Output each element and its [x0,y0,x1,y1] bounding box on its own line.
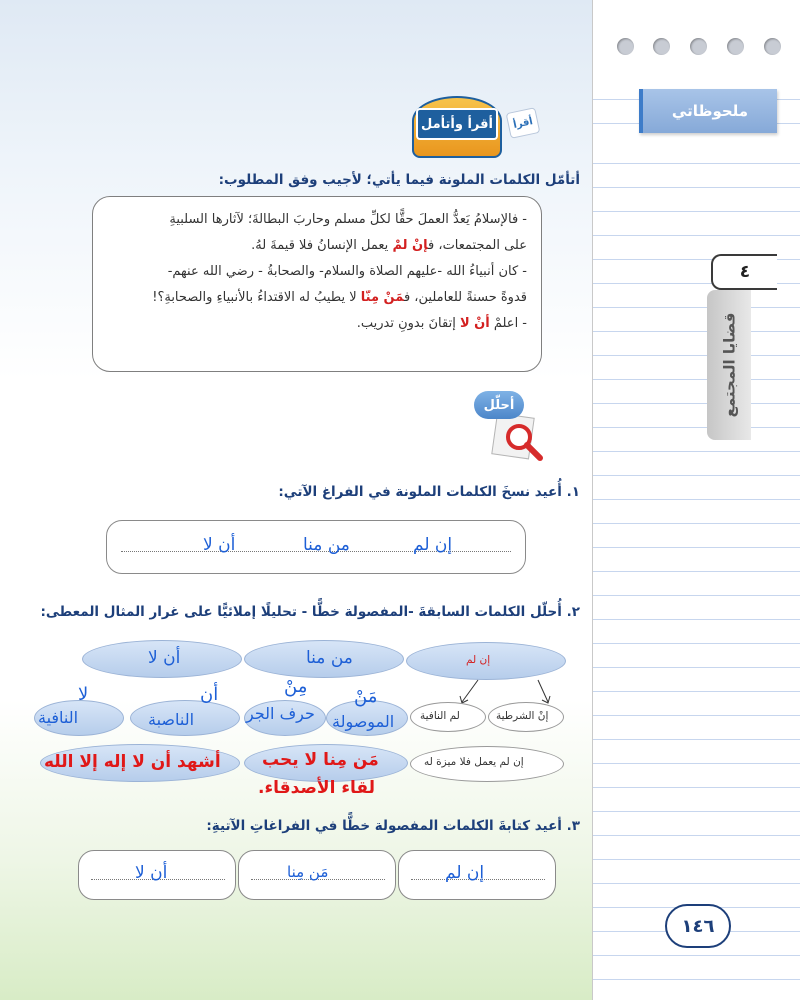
reading-passage-box [92,196,542,372]
magnifier-icon [500,418,546,464]
q3-answer-box-2[interactable] [238,850,396,900]
notes-column [592,0,800,1000]
q1-answer-1: إن لم [413,535,453,555]
highlighted-word: أنْ لا [459,316,490,331]
oval-answer-2: من منا [306,648,353,668]
passage-line [103,285,527,311]
reading-passage [103,207,527,337]
q3-answer-box-3[interactable] [78,850,236,900]
passage-text: - اعلمْ [489,316,527,331]
read-reflect-badge [412,96,502,158]
mid-answer-3-upper: أن [200,684,219,705]
passage-line [103,207,527,233]
mid-answer-2-upper: مِنْ [284,676,308,697]
read-reflect-label: أقرأ وأتأمل [416,108,498,140]
passage-line [103,311,527,337]
page-number: ١٤٦ [665,904,731,948]
mid-answer-4-lower: النافية [38,708,79,727]
passage-text: - كان أنبياءُ الله -عليهم الصلاة والسلام- والصحابةُ - رضي الله عنهم- [167,264,527,279]
example-sentence: إن لم يعمل فلا ميزة له [424,756,524,768]
q1-instruction: ١. أُعيد نسخَ الكلمات الملونة في الفراغ الآتي: [278,484,580,500]
q3-answer-box-1[interactable] [398,850,556,900]
passage-line [103,259,527,285]
binder-hole-icon [764,38,781,55]
mid-answer-4-upper: لا [78,684,89,705]
passage-text: لا يطيبُ له الاقتداءُ بالأنبياءِ والصحابةِ؟! [152,290,361,305]
passage-text: - فالإسلامُ يَعدُّ العملَ حقًّا لكلِّ مسلم وحاربَ البطالةَ؛ لآثارها السلبيةِ [169,212,527,227]
passage-text: يعمل الإنسانُ فلا قيمةَ لهُ. [251,238,393,253]
oval-answer-3: أن لا [148,648,181,668]
highlighted-word: مَنْ مِنّا [360,290,404,305]
passage-text: إتقانَ بدونِ تدريب. [356,316,460,331]
book-tag-icon: أقرأ [506,107,541,139]
q1-answer-box[interactable] [106,520,526,574]
mid-answer-1-upper: مَنْ [354,686,378,707]
example-word: إن لم [466,654,491,666]
sentence-answer-1b: لقاء الأصدقاء. [258,778,376,798]
binder-hole-icon [653,38,670,55]
passage-line [103,233,527,259]
passage-text: قدوةً حسنةً للعاملين، ف [403,290,527,305]
unit-number: ٤ [711,254,777,290]
highlighted-word: إنْ لمْ [392,238,429,253]
mid-answer-1-lower: الموصولة [332,712,395,731]
example-right-text: لم النافية [420,710,460,722]
binder-hole-icon [617,38,634,55]
mid-answer-2-lower: حرف الجر [246,704,315,723]
q2-instruction: ٢. أُحلّل الكلمات السابقةَ -المفصولة خطًّا - تحليلًا إملائيًّا على غرار المثال المعطى: [40,604,580,620]
mid-answer-3-lower: الناصبة [148,710,195,729]
example-left-text: إنْ الشرطية [496,710,549,722]
q1-answer-3: أن لا [203,535,236,555]
q3-answer-3: أن لا [135,863,168,883]
q3-instruction: ٣. أعيد كتابةَ الكلمات المفصولة خطًّا في الفراغاتِ الآتيةِ: [206,818,580,834]
section-instruction: أتأمّل الكلمات الملونة فيما يأتي؛ لأجيب وفق المطلوب: [218,172,580,188]
sentence-answer-1a: مَن مِنا لا يحب [262,750,379,770]
binder-hole-icon [690,38,707,55]
unit-title: قضايا المجتمع [720,312,739,418]
passage-text: على المجتمعات، ف [428,238,527,253]
binder-hole-icon [727,38,744,55]
q3-answer-1: إن لم [445,863,485,883]
q3-answer-2: مَن مِنا [287,863,329,881]
sentence-answer-2: أشهد أن لا إله إلا الله [44,752,221,772]
unit-title-tab [707,290,751,440]
notes-tab: ملحوظاتي [639,89,777,133]
analyze-badge: أحلّل [474,391,524,419]
q1-answer-2: من منا [303,535,350,555]
